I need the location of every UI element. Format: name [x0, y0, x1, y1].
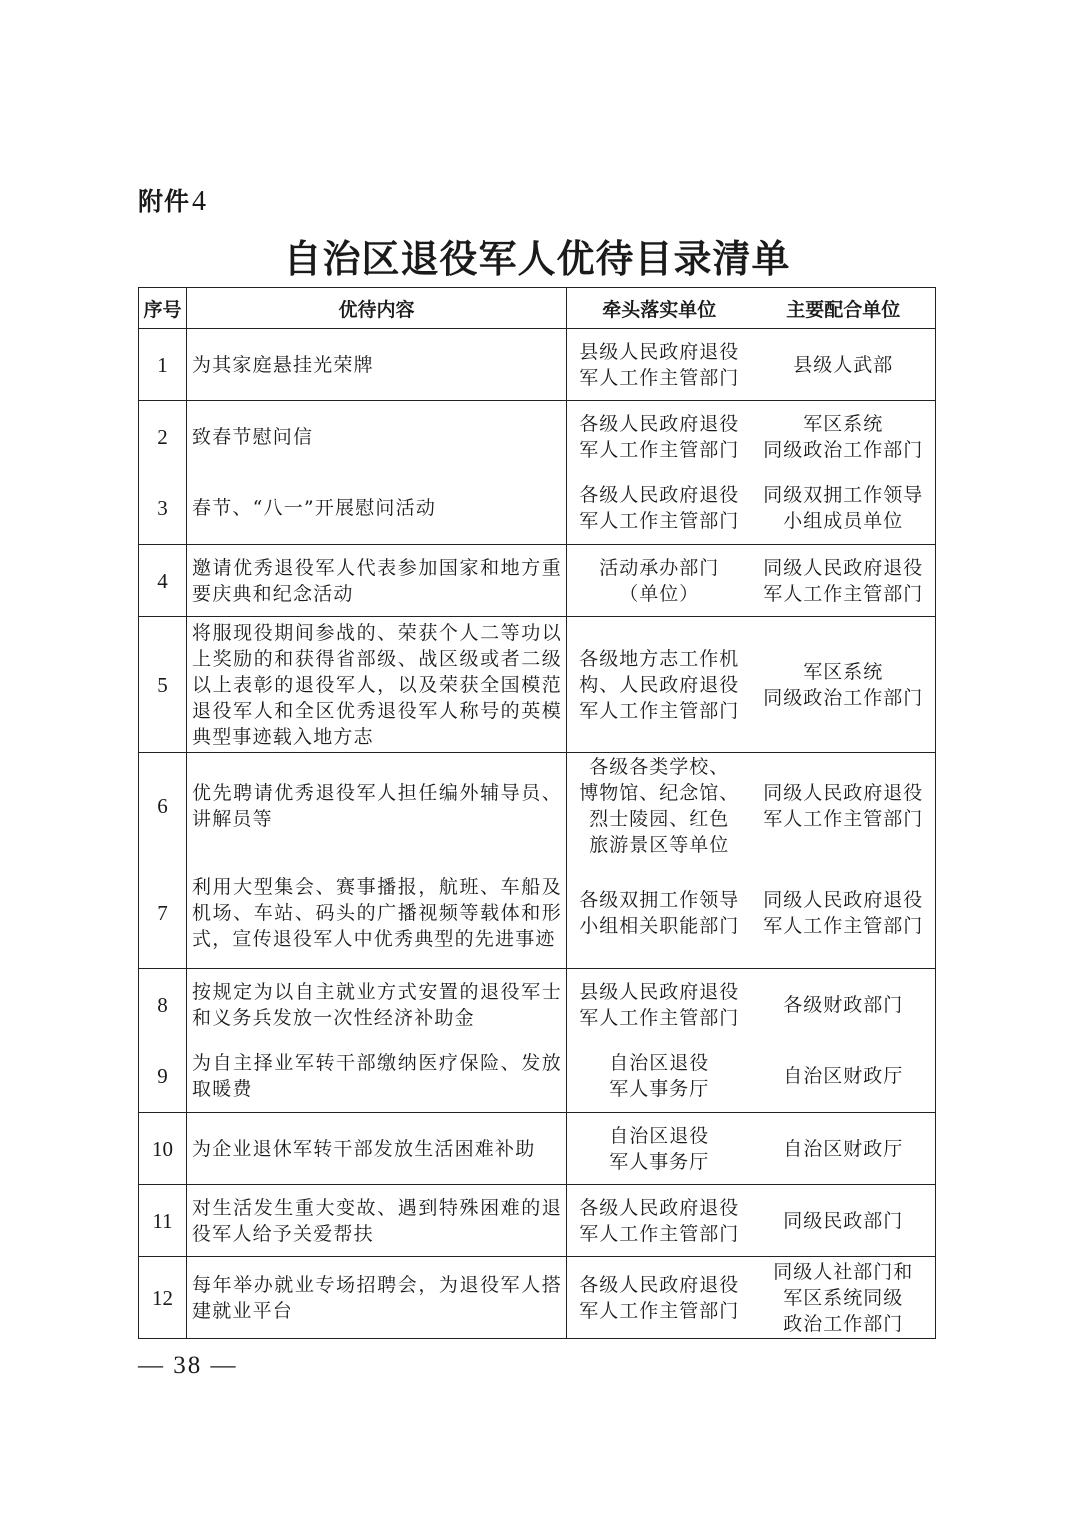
row-lead-unit: 各级人民政府退役 军人工作主管部门 [567, 473, 752, 545]
table-row [139, 753, 936, 859]
row-lead-unit: 自治区退役 军人事务厅 [567, 1041, 752, 1113]
row-lead-unit: 各级人民政府退役 军人工作主管部门 [579, 412, 740, 461]
benefits-table [138, 287, 936, 1339]
row-seq: 9 [139, 1041, 187, 1113]
attachment-number: 4 [192, 186, 208, 217]
row-content: 利用大型集会、赛事播报，航班、车船及机场、车站、码头的广播视频等载体和形式，宣传退役军人中优秀典型的先进事迹 [187, 859, 567, 969]
table-row [139, 473, 936, 545]
row-assist-unit: 同级双拥工作领导 小组成员单位 [752, 473, 936, 545]
row-lead-unit: 各级人民政府退役 军人工作主管部门 [567, 1185, 752, 1257]
row-seq: 4 [139, 545, 187, 617]
row-assist-unit: 军区系统 同级政治工作部门 [752, 401, 936, 473]
attachment-text: 附件 [138, 187, 191, 216]
table-row [139, 329, 936, 401]
row-lead-unit: 各级双拥工作领导 小组相关职能部门 [567, 859, 752, 969]
table-row [139, 1185, 936, 1257]
row-lead-unit: 活动承办部门 （单位） [567, 545, 752, 617]
table-row [139, 617, 936, 753]
row-assist-unit: 同级人民政府退役 军人工作主管部门 [752, 859, 936, 969]
row-lead-unit: 县级人民政府退役 军人工作主管部门 [567, 329, 752, 401]
row-assist-unit: 县级人武部 [752, 329, 936, 401]
row-lead-unit: 各级各类学校、 博物馆、纪念馆、 烈士陵园、红色 旅游景区等单位 [579, 755, 740, 856]
table-row [139, 1113, 936, 1185]
row-assist-unit: 同级人民政府退役 军人工作主管部门 [752, 753, 936, 859]
table-header-row [139, 288, 936, 329]
table-row [139, 859, 936, 969]
row-seq: 7 [139, 859, 187, 969]
row-content: 致春节慰问信 [187, 401, 567, 473]
row-seq: 10 [139, 1113, 187, 1185]
row-seq: 2 [139, 401, 187, 473]
row-seq: 5 [139, 617, 187, 753]
attachment-label [138, 182, 207, 218]
table-row [139, 969, 936, 1041]
row-seq: 6 [139, 753, 187, 859]
row-assist-unit: 各级财政部门 [752, 969, 936, 1041]
row-assist-unit: 同级民政部门 [752, 1185, 936, 1257]
table-row [139, 545, 936, 617]
row-content: 按规定为以自主就业方式安置的退役军士和义务兵发放一次性经济补助金 [187, 969, 567, 1041]
header-content: 优待内容 [187, 288, 567, 329]
row-assist-unit: 自治区财政厅 [752, 1113, 936, 1185]
row-seq: 11 [139, 1185, 187, 1257]
row-lead-unit: 自治区退役 军人事务厅 [567, 1113, 752, 1185]
page-number: — 38 — [138, 1352, 238, 1379]
row-assist-unit: 同级人民政府退役 军人工作主管部门 [752, 545, 936, 617]
header-lead-unit: 牵头落实单位 [567, 288, 752, 329]
row-content: 为企业退休军转干部发放生活困难补助 [187, 1113, 567, 1185]
row-content: 为自主择业军转干部缴纳医疗保险、发放取暖费 [187, 1041, 567, 1113]
row-assist-unit: 自治区财政厅 [752, 1041, 936, 1113]
row-assist-unit: 同级人社部门和 军区系统同级 政治工作部门 [752, 1257, 936, 1339]
row-lead-unit: 各级人民政府退役 军人工作主管部门 [567, 1257, 752, 1339]
row-content: 将服现役期间参战的、荣获个人二等功以上奖励的和获得省部级、战区级或者二级以上表彰的退役军人，以及荣获全国模范退役军人和全区优秀退役军人称号的英模典型事迹载入地方志 [187, 617, 567, 753]
row-content: 为其家庭悬挂光荣牌 [187, 329, 567, 401]
row-seq: 8 [139, 969, 187, 1041]
header-seq: 序号 [139, 288, 187, 329]
header-assist-unit: 主要配合单位 [752, 288, 936, 329]
row-content: 春节、“八一”开展慰问活动 [187, 473, 567, 545]
row-lead-unit: 县级人民政府退役 军人工作主管部门 [579, 980, 740, 1029]
row-assist-unit: 军区系统 同级政治工作部门 [752, 617, 936, 753]
row-lead-unit: 各级地方志工作机 构、人民政府退役 军人工作主管部门 [567, 617, 752, 753]
row-content: 优先聘请优秀退役军人担任编外辅导员、讲解员等 [187, 753, 567, 859]
table-row [139, 1257, 936, 1339]
row-seq: 1 [139, 329, 187, 401]
row-content: 每年举办就业专场招聘会，为退役军人搭建就业平台 [187, 1257, 567, 1339]
table-row [139, 1041, 936, 1113]
row-seq: 3 [139, 473, 187, 545]
row-content: 邀请优秀退役军人代表参加国家和地方重要庆典和纪念活动 [187, 545, 567, 617]
table-row [139, 401, 936, 473]
row-content: 对生活发生重大变故、遇到特殊困难的退役军人给予关爱帮扶 [187, 1185, 567, 1257]
row-seq: 12 [139, 1257, 187, 1339]
page-title: 自治区退役军人优待目录清单 [283, 237, 791, 281]
